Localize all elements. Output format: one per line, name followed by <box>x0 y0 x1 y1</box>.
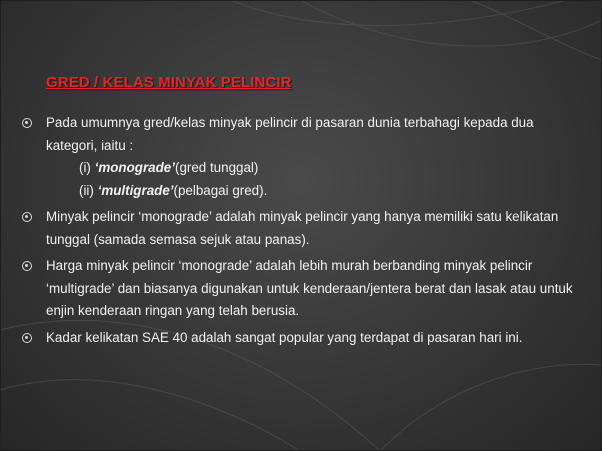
bullet-text: Kadar kelikatan SAE 40 adalah sangat popular yang terdapat di pasaran hari ini. <box>46 329 523 345</box>
sub-item-prefix: (ii) <box>79 182 98 198</box>
circle-bullet-icon <box>22 212 32 222</box>
sub-item <box>46 157 580 180</box>
sub-item-term: ‘monograde’ <box>94 160 175 175</box>
bullet-text: Harga minyak pelincir ‘monograde’ adalah lebih murah berbanding minyak pelincir ‘multigrade’ dan biasanya digunakan untuk kenderaan/jentera berat dan lasak atau untuk enjin kenderaan ringan yang telah berusia. <box>46 258 573 318</box>
circle-bullet-icon <box>22 261 32 271</box>
bullet-item <box>20 206 580 251</box>
bullet-item <box>20 255 580 323</box>
bullet-list <box>20 112 580 349</box>
circle-bullet-icon <box>22 118 32 128</box>
circle-bullet-icon <box>22 333 32 343</box>
sub-item-term: ‘multigrade’ <box>97 182 174 198</box>
slide-title: GRED / KELAS MINYAK PELINCIR <box>46 74 292 91</box>
sub-item <box>46 180 580 203</box>
bullet-item <box>20 327 580 350</box>
bullet-text: Pada umumnya gred/kelas minyak pelincir di pasaran dunia terbahagi kepada dua kategori, iaitu : <box>46 115 534 153</box>
sub-item-rest: (pelbagai gred). <box>173 182 268 198</box>
bullet-item <box>20 112 580 202</box>
sub-item-prefix: (i) <box>79 160 95 175</box>
bullet-text: Minyak pelincir ‘monograde’ adalah minyak pelincir yang hanya memiliki satu kelikatan tunggal (samada semasa sejuk atau panas). <box>46 209 559 247</box>
sub-item-rest: (gred tunggal) <box>174 160 259 175</box>
